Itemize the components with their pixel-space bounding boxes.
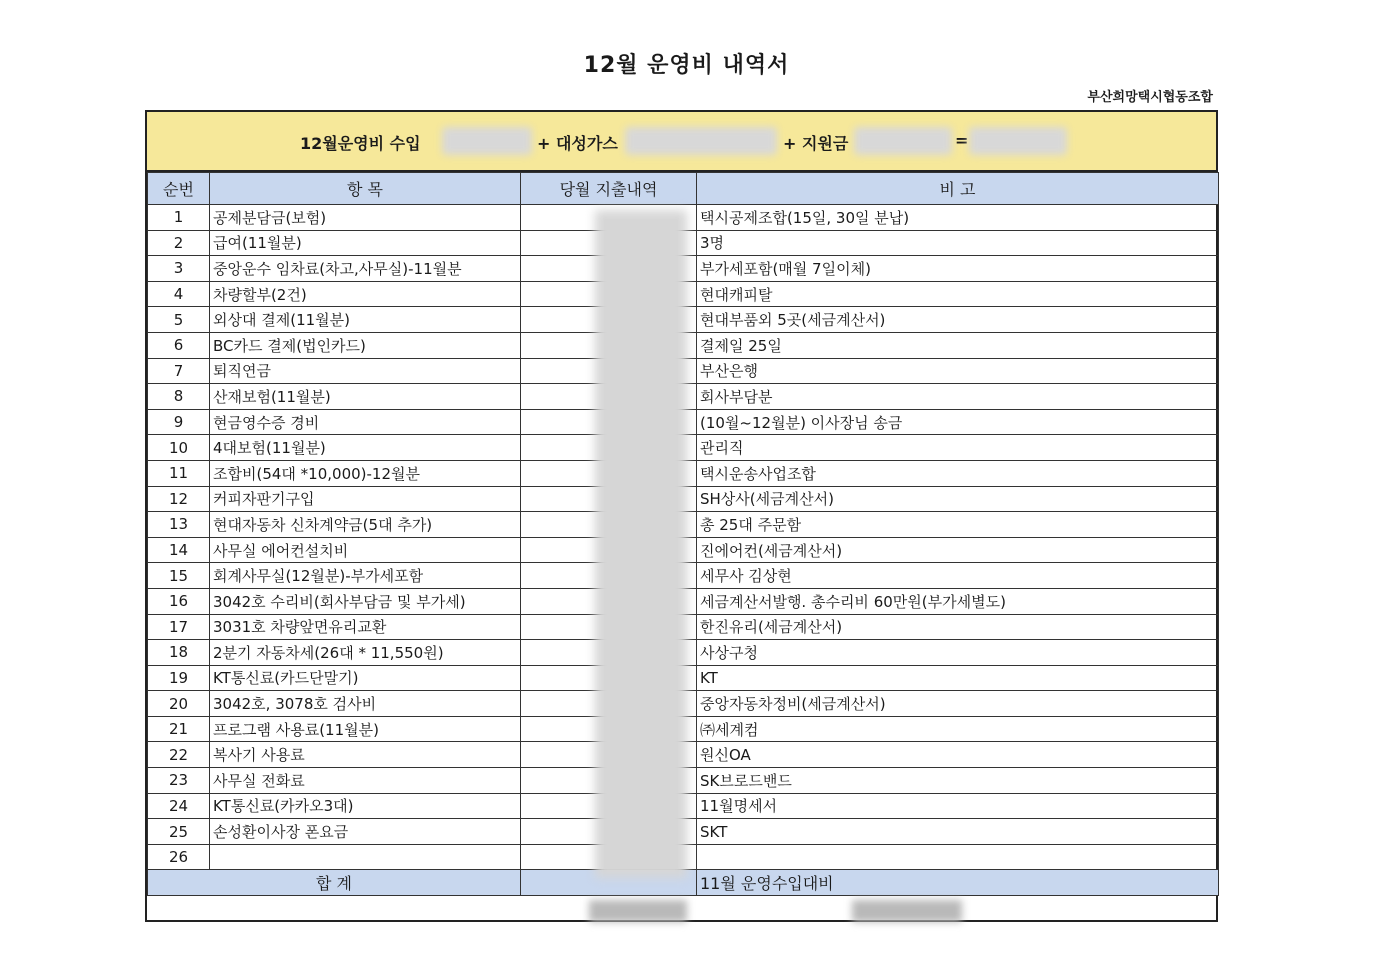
row-number: 1 <box>148 205 210 231</box>
row-note: 총 25대 주문함 <box>697 512 1219 538</box>
row-number: 14 <box>148 537 210 563</box>
row-number: 13 <box>148 512 210 538</box>
organization-name: 부산희망택시협동조합 <box>1087 90 1213 105</box>
row-note: 현대캐피탈 <box>697 281 1219 307</box>
document-title: 12월 운영비 내역서 <box>583 53 790 78</box>
row-number: 4 <box>148 281 210 307</box>
row-number: 6 <box>148 332 210 358</box>
row-item: KT통신료(카드단말기) <box>210 665 521 691</box>
row-number: 22 <box>148 742 210 768</box>
row-note <box>697 844 1219 870</box>
row-item: BC카드 결제(법인카드) <box>210 332 521 358</box>
row-note: 택시공제조합(15일, 30일 분납) <box>697 205 1219 231</box>
header-no: 순번 <box>148 173 210 205</box>
row-number: 19 <box>148 665 210 691</box>
row-item: 4대보험(11월분) <box>210 435 521 461</box>
expense-sheet <box>145 110 1218 922</box>
row-item: 커피자판기구입 <box>210 486 521 512</box>
row-note: SH상사(세금계산서) <box>697 486 1219 512</box>
redacted-total-spend <box>589 900 687 922</box>
total-note: 11월 운영수입대비 <box>697 870 1219 896</box>
income-plus-subsidy: + 지원금 <box>783 134 849 153</box>
row-number: 11 <box>148 460 210 486</box>
row-note: ㈜세계컴 <box>697 716 1219 742</box>
row-number: 8 <box>148 384 210 410</box>
redacted-gas-amount <box>625 127 777 155</box>
row-note: 11월명세서 <box>697 793 1219 819</box>
income-summary <box>147 112 1216 172</box>
row-item: 급여(11월분) <box>210 230 521 256</box>
income-plus-gas: + 대성가스 <box>537 134 618 153</box>
row-item: 3031호 차량앞면유리교환 <box>210 614 521 640</box>
row-number: 26 <box>148 844 210 870</box>
row-number: 18 <box>148 640 210 666</box>
header-spend: 당월 지출내역 <box>521 173 697 205</box>
row-number: 20 <box>148 691 210 717</box>
row-note: (10월~12월분) 이사장님 송금 <box>697 409 1219 435</box>
row-number: 9 <box>148 409 210 435</box>
redacted-income-amount <box>442 127 532 155</box>
row-item: 사무실 전화료 <box>210 768 521 794</box>
row-note: 진에어컨(세금계산서) <box>697 537 1219 563</box>
row-note: 부산은행 <box>697 358 1219 384</box>
row-item: 3042호, 3078호 검사비 <box>210 691 521 717</box>
redacted-subsidy-amount <box>854 127 952 155</box>
row-note: SKT <box>697 819 1219 845</box>
income-equals: = <box>955 131 969 150</box>
row-item: 중앙운수 임차료(차고,사무실)-11월분 <box>210 256 521 282</box>
row-item: 공제분담금(보험) <box>210 205 521 231</box>
row-item: 손성환이사장 폰요금 <box>210 819 521 845</box>
row-number: 21 <box>148 716 210 742</box>
row-note: 현대부품외 5곳(세금계산서) <box>697 307 1219 333</box>
row-number: 17 <box>148 614 210 640</box>
header-item: 항 목 <box>210 173 521 205</box>
row-note: 결제일 25일 <box>697 332 1219 358</box>
total-label: 합 계 <box>148 870 521 896</box>
row-note: 관리직 <box>697 435 1219 461</box>
row-note: 3명 <box>697 230 1219 256</box>
redacted-total-income <box>969 127 1067 155</box>
row-item: 차량할부(2건) <box>210 281 521 307</box>
row-number: 3 <box>148 256 210 282</box>
row-note: 원신OA <box>697 742 1219 768</box>
row-number: 25 <box>148 819 210 845</box>
row-number: 10 <box>148 435 210 461</box>
row-item: 현금영수증 경비 <box>210 409 521 435</box>
row-note: 세무사 김상현 <box>697 563 1219 589</box>
row-item: 외상대 결제(11월분) <box>210 307 521 333</box>
row-item: 2분기 자동차세(26대 * 11,550원) <box>210 640 521 666</box>
row-item <box>210 844 521 870</box>
row-item: 사무실 에어컨설치비 <box>210 537 521 563</box>
row-number: 23 <box>148 768 210 794</box>
table-header-row <box>148 173 1219 205</box>
row-number: 12 <box>148 486 210 512</box>
row-note: 중앙자동차정비(세금계산서) <box>697 691 1219 717</box>
row-note: 사상구청 <box>697 640 1219 666</box>
row-item: 퇴직연금 <box>210 358 521 384</box>
header-note: 비 고 <box>697 173 1219 205</box>
row-number: 7 <box>148 358 210 384</box>
row-note: SK브로드밴드 <box>697 768 1219 794</box>
row-item: 프로그램 사용료(11월분) <box>210 716 521 742</box>
income-label: 12월운영비 수입 <box>300 134 421 153</box>
row-number: 24 <box>148 793 210 819</box>
row-item: 회계사무실(12월분)-부가세포함 <box>210 563 521 589</box>
row-note: 부가세포함(매월 7일이체) <box>697 256 1219 282</box>
row-note: KT <box>697 665 1219 691</box>
row-number: 2 <box>148 230 210 256</box>
row-note: 세금계산서발행. 총수리비 60만원(부가세별도) <box>697 588 1219 614</box>
row-note: 회사부담분 <box>697 384 1219 410</box>
row-number: 16 <box>148 588 210 614</box>
row-number: 5 <box>148 307 210 333</box>
row-item: 조합비(54대 *10,000)-12월분 <box>210 460 521 486</box>
row-item: 복사기 사용료 <box>210 742 521 768</box>
row-item: 3042호 수리비(회사부담금 및 부가세) <box>210 588 521 614</box>
row-note: 택시운송사업조합 <box>697 460 1219 486</box>
row-item: 산재보험(11월분) <box>210 384 521 410</box>
redacted-spend-column <box>595 210 687 878</box>
redacted-income-comparison <box>852 900 962 922</box>
row-item: KT통신료(카카오3대) <box>210 793 521 819</box>
row-number: 15 <box>148 563 210 589</box>
row-note: 한진유리(세금계산서) <box>697 614 1219 640</box>
row-item: 현대자동차 신차계약금(5대 추가) <box>210 512 521 538</box>
